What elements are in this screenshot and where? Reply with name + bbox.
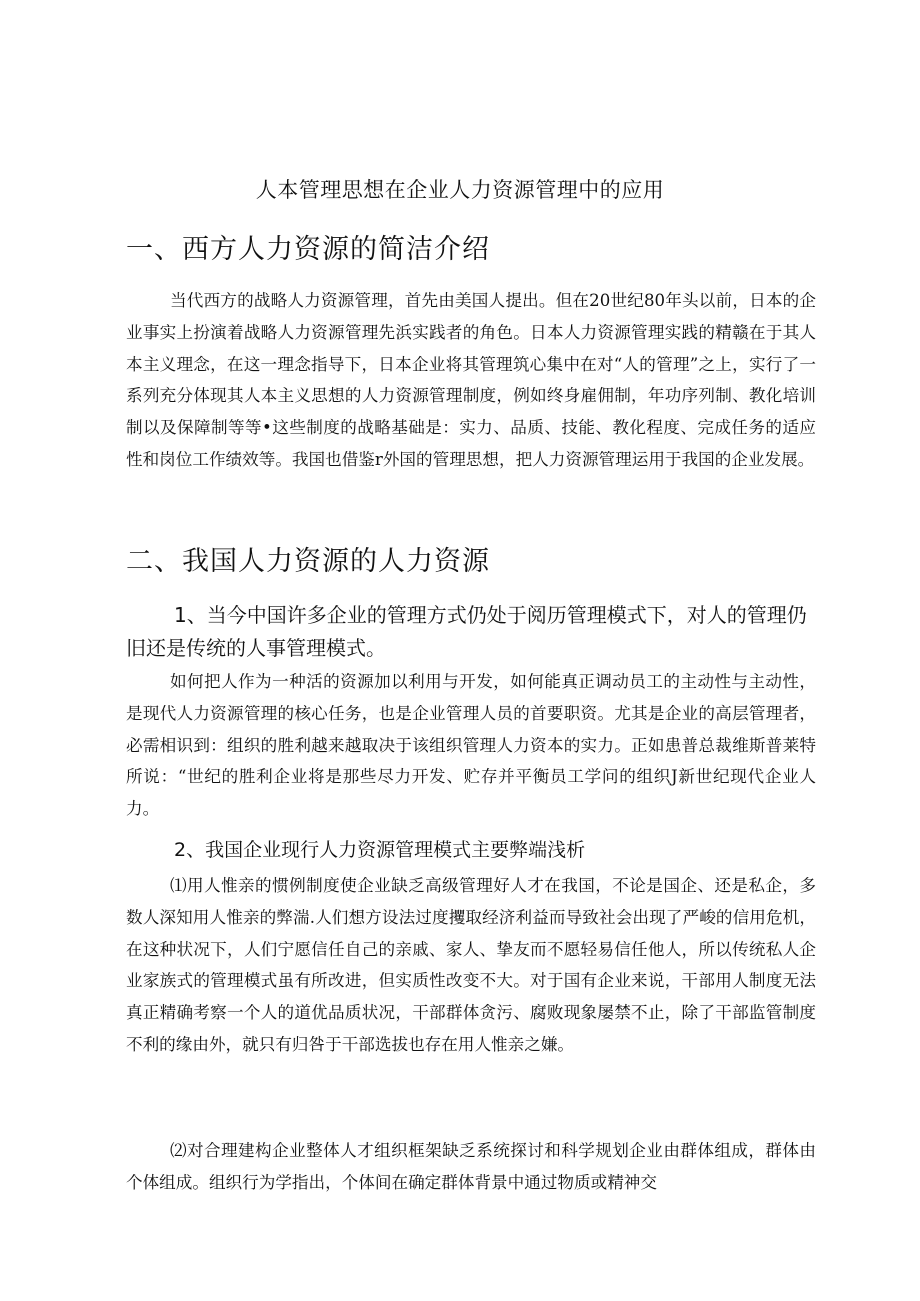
document-title: 人本管理思想在企业人力资源管理中的应用 <box>255 178 665 202</box>
section-heading-1: 一、西方人力资源的简洁介绍 <box>126 234 490 265</box>
paragraph-1: 当代西方的战略人力资源管理，首先由美国人提出。但在20世纪80年头以前，日本的企业事实上扮演着战略人力资源管理先浜实践者的角色。日本人力资源管理实践的精赣在于其人本主义理念，在这一理念指导下，日本企业将其管理筑心集中在对“人的管理”之上，实行了一系列充分体现其人本主义思想的人力资源管理制度，例如终身雇佣制，年功序列制、教化培训制以及保障制等等•这些制度的战略基础是：实力、品质、技能、教化程度、完成任务的适应性和岗位工作绩效等。我国也借鉴r外国的管理思想，把人力资源管理运用于我国的企业发展。 <box>126 291 816 469</box>
subsection-heading-1: 1、当今中国许多企业的管理方式仍处于阅历管理模式下，对人的管理仍旧还是传统的人事管理模式。 <box>126 603 807 660</box>
section-heading-2: 二、我国人力资源的人力资源 <box>126 546 490 577</box>
paragraph-2: 如何把人作为一种活的资源加以利用与开发，如何能真正调动员工的主动性与主动性，是现代人力资源管理的核心任务，也是企业管理人员的首要职资。尤其是企业的高层管理者，必需相识到：组织的胜利越来越取决于该组织管理人力资本的实力。正如患普总裁维斯普莱特所说：“世纪的胜利企业将是那些尽力开发、贮存并平衡员工学问的组织J新世纪现代企业人力。 <box>126 672 816 819</box>
subsection-heading-2: 2、我国企业现行人力资源管理模式主要弊端浅析 <box>174 839 586 861</box>
paragraph-3: ⑴用人惟亲的惯例制度使企业缺乏高级管理好人才在我国，不论是国企、还是私企，多数人深知用人惟亲的弊湍.人们想方设法过度攫取经济利益而导致社会出现了严峻的信用危机，在这种状况下，人们宁愿信任自己的亲戚、家人、挚友而不愿轻易信任他人，所以传统私人企业家族式的管理模式虽有所改进，但实质性改变不大。对于国有企业来说，干部用人制度无法真正精确考察一个人的道优品质状况，干部群体贪污、腐败现象屡禁不止，除了干部监管制度不利的缘由外，就只有归咎于干部选拔也存在用人惟亲之嫌。 <box>126 876 816 1054</box>
paragraph-4: ⑵对合理建构企业整体人才组织框架缺乏系统探讨和科学规划企业由群体组成，群体由个体组成。组织行为学指出，个体间在确定群体背景中通过物质或精神交 <box>126 1141 816 1192</box>
